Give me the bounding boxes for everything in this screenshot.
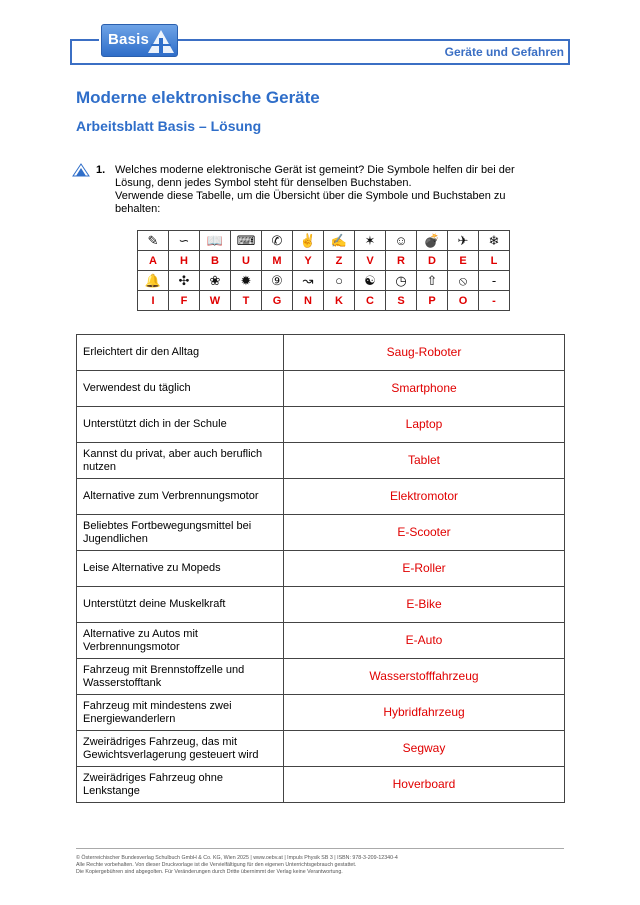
- question-cell: Leise Alternative zu Mopeds: [77, 551, 284, 587]
- question-cell: Zweirädriges Fahrzeug ohne Lenkstange: [77, 767, 284, 803]
- letter-cell: L: [479, 251, 510, 271]
- symbol-cell: ❄: [479, 231, 510, 251]
- question-cell: Unterstützt deine Muskelkraft: [77, 587, 284, 623]
- symbol-cell: ✌: [293, 231, 324, 251]
- question-cell: Alternative zu Autos mit Verbrennungsmotor: [77, 623, 284, 659]
- answer-cell: Elektromotor: [284, 479, 565, 515]
- symbol-row: [138, 271, 510, 291]
- task-line: behalten:: [115, 203, 161, 215]
- page-subtitle: Arbeitsblatt Basis – Lösung: [76, 118, 262, 134]
- answer-cell: Hoverboard: [284, 767, 565, 803]
- symbol-cell: ✈: [448, 231, 479, 251]
- symbol-table: [137, 230, 510, 311]
- table-row: [77, 479, 565, 515]
- task-line: Lösung, denn jedes Symbol steht für denselben Buchstaben.: [115, 177, 412, 189]
- letter-cell: I: [138, 291, 169, 311]
- question-cell: Verwendest du täglich: [77, 371, 284, 407]
- table-row: [77, 731, 565, 767]
- logo-text: Basis: [108, 31, 150, 48]
- header-title: Geräte und Gefahren: [444, 45, 564, 59]
- page-title: Moderne elektronische Geräte: [76, 88, 320, 107]
- answer-cell: Saug-Roboter: [284, 335, 565, 371]
- letter-cell: Y: [293, 251, 324, 271]
- task-number: 1.: [96, 164, 106, 176]
- answer-table: [76, 334, 565, 803]
- symbol-cell: ✍: [324, 231, 355, 251]
- answer-cell: E-Bike: [284, 587, 565, 623]
- letter-cell: W: [200, 291, 231, 311]
- letter-cell: N: [293, 291, 324, 311]
- symbol-cell: ✶: [355, 231, 386, 251]
- symbol-cell: ⦸: [448, 271, 479, 291]
- footer: [76, 855, 566, 876]
- letter-cell: K: [324, 291, 355, 311]
- letter-cell: C: [355, 291, 386, 311]
- table-row: [77, 515, 565, 551]
- question-cell: Fahrzeug mit mindestens zwei Energiewanderlern: [77, 695, 284, 731]
- letter-cell: O: [448, 291, 479, 311]
- table-row: [77, 659, 565, 695]
- letter-cell: H: [169, 251, 200, 271]
- difficulty-icon: [72, 163, 90, 177]
- symbol-cell: ☯: [355, 271, 386, 291]
- letter-cell: M: [262, 251, 293, 271]
- question-cell: Beliebtes Fortbewegungsmittel bei Jugendlichen: [77, 515, 284, 551]
- answer-cell: E-Roller: [284, 551, 565, 587]
- table-row: [77, 767, 565, 803]
- question-cell: Erleichtert dir den Alltag: [77, 335, 284, 371]
- task-line: Verwende diese Tabelle, um die Übersicht über die Symbole und Buchstaben zu: [115, 190, 506, 202]
- footer-copyright: © Österreichischer Bundesverlag Schulbuch GmbH & Co. KG, Wien 2025 | www.oebv.at | Impuls Physik SB 3 | ISBN: 978-3-209-12340-4: [76, 855, 398, 861]
- symbol-cell: ✆: [262, 231, 293, 251]
- question-cell: Fahrzeug mit Brennstoffzelle und Wasserstofftank: [77, 659, 284, 695]
- letter-cell: D: [417, 251, 448, 271]
- letter-cell: P: [417, 291, 448, 311]
- symbol-cell: ○: [324, 271, 355, 291]
- answer-cell: Laptop: [284, 407, 565, 443]
- basis-logo: [99, 22, 178, 57]
- task-instructions: [115, 164, 555, 216]
- letter-cell: V: [355, 251, 386, 271]
- letter-cell: A: [138, 251, 169, 271]
- answer-cell: Smartphone: [284, 371, 565, 407]
- letter-cell: Z: [324, 251, 355, 271]
- answer-cell: E-Scooter: [284, 515, 565, 551]
- symbol-cell: ☺: [386, 231, 417, 251]
- letter-cell: U: [231, 251, 262, 271]
- table-row: [77, 623, 565, 659]
- symbol-cell: ↝: [293, 271, 324, 291]
- letter-row: [138, 291, 510, 311]
- table-row: [77, 371, 565, 407]
- symbol-cell: ⇧: [417, 271, 448, 291]
- letter-cell: -: [479, 291, 510, 311]
- answer-cell: Hybridfahrzeug: [284, 695, 565, 731]
- table-row: [77, 551, 565, 587]
- letter-cell: S: [386, 291, 417, 311]
- question-cell: Kannst du privat, aber auch beruflich nutzen: [77, 443, 284, 479]
- letter-cell: G: [262, 291, 293, 311]
- symbol-cell: 🔔: [138, 271, 169, 291]
- symbol-cell: 💣: [417, 231, 448, 251]
- letter-row: [138, 251, 510, 271]
- question-cell: Zweirädriges Fahrzeug, das mit Gewichtsverlagerung gesteuert wird: [77, 731, 284, 767]
- question-cell: Unterstützt dich in der Schule: [77, 407, 284, 443]
- letter-cell: F: [169, 291, 200, 311]
- symbol-row: [138, 231, 510, 251]
- triangle-logo-icon: [146, 28, 176, 55]
- answer-cell: Wasserstofffahrzeug: [284, 659, 565, 695]
- symbol-cell: ✣: [169, 271, 200, 291]
- symbol-cell: ✎: [138, 231, 169, 251]
- table-row: [77, 695, 565, 731]
- table-row: [77, 587, 565, 623]
- footer-divider: [76, 848, 564, 849]
- symbol-cell: ∽: [169, 231, 200, 251]
- symbol-cell: ◷: [386, 271, 417, 291]
- answer-cell: Segway: [284, 731, 565, 767]
- task-line: Welches moderne elektronische Gerät ist gemeint? Die Symbole helfen dir bei der: [115, 164, 515, 176]
- letter-cell: E: [448, 251, 479, 271]
- symbol-cell: ⑨: [262, 271, 293, 291]
- answer-cell: E-Auto: [284, 623, 565, 659]
- footer-rights: Alle Rechte vorbehalten. Von dieser Druckvorlage ist die Vervielfältigung für den eigenen Unterrichtsgebrauch gestattet.: [76, 862, 357, 868]
- symbol-cell: ⌨: [231, 231, 262, 251]
- symbol-cell: ❀: [200, 271, 231, 291]
- symbol-cell: ✹: [231, 271, 262, 291]
- question-cell: Alternative zum Verbrennungsmotor: [77, 479, 284, 515]
- letter-cell: T: [231, 291, 262, 311]
- footer-disclaimer: Die Kopiergebühren sind abgegolten. Für Veränderungen durch Dritte übernimmt der Verlag keine Verantwortung.: [76, 869, 343, 875]
- symbol-cell: -: [479, 271, 510, 291]
- table-row: [77, 443, 565, 479]
- letter-cell: R: [386, 251, 417, 271]
- answer-cell: Tablet: [284, 443, 565, 479]
- table-row: [77, 335, 565, 371]
- letter-cell: B: [200, 251, 231, 271]
- symbol-cell: 📖: [200, 231, 231, 251]
- table-row: [77, 407, 565, 443]
